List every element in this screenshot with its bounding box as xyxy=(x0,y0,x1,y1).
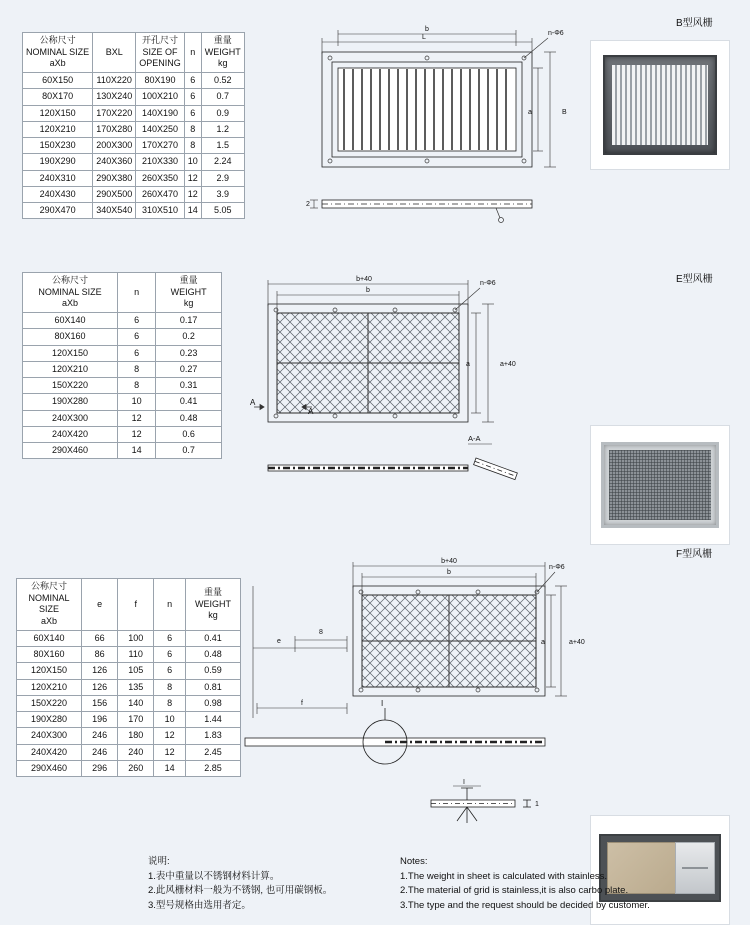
table-row xyxy=(17,760,241,776)
dim-1: 1 xyxy=(535,801,539,808)
section-title-aa: A-A xyxy=(468,434,481,443)
cell: 0.48 xyxy=(186,647,241,663)
cell: 6 xyxy=(154,630,186,646)
cell: 6 xyxy=(118,329,156,345)
dim-a40: a+40 xyxy=(500,361,516,368)
notes-english xyxy=(400,855,650,914)
cell: 1.2 xyxy=(201,121,244,137)
cell: 6 xyxy=(184,73,201,89)
notes-cn-line: 2.此风栅材料一般为不锈钢, 也可用碳钢板。 xyxy=(148,885,333,897)
table-header-row xyxy=(23,33,245,73)
notes-cn-line: 3.型号规格由选用者定。 xyxy=(148,900,251,912)
table-row xyxy=(17,679,241,695)
cell: 14 xyxy=(118,443,156,459)
table-f-type-body xyxy=(17,630,241,776)
cell: 260 xyxy=(118,760,154,776)
notes-en-title: Notes: xyxy=(400,856,428,867)
table-row xyxy=(23,121,245,137)
table-f-type xyxy=(16,578,241,777)
table-row xyxy=(17,728,241,744)
cell: 14 xyxy=(184,203,201,219)
cell: 8 xyxy=(154,695,186,711)
cell: 12 xyxy=(118,426,156,442)
cell: 0.23 xyxy=(156,345,222,361)
cell: 3.9 xyxy=(201,186,244,202)
cell: 126 xyxy=(82,663,118,679)
cell: 66 xyxy=(82,630,118,646)
table-header-row xyxy=(23,273,222,313)
col-f: f xyxy=(118,579,154,631)
cell: 12 xyxy=(184,186,201,202)
dim-thickness: 2 xyxy=(306,201,310,208)
cell: 5.05 xyxy=(201,203,244,219)
cell: 0.59 xyxy=(186,663,241,679)
dim-b: b xyxy=(447,569,451,576)
cell: 110 xyxy=(118,647,154,663)
cell: 6 xyxy=(154,663,186,679)
cell: 10 xyxy=(118,394,156,410)
dim-n-phi6: n-Φ6 xyxy=(480,280,496,287)
dim-n-phi6: n-Φ6 xyxy=(548,30,564,37)
table-row xyxy=(23,443,222,459)
notes-en-line: 2.The material of grid is stainless,it is also carbo plate. xyxy=(400,885,629,897)
cell: 1.44 xyxy=(186,712,241,728)
table-b-type-body xyxy=(23,73,245,219)
cell: 2.45 xyxy=(186,744,241,760)
cell: 0.9 xyxy=(201,105,244,121)
cell: 170X280 xyxy=(93,121,136,137)
cell: 110X220 xyxy=(93,73,136,89)
cell: 296 xyxy=(82,760,118,776)
dim-L: L xyxy=(422,34,426,41)
mesh-body xyxy=(601,442,719,528)
cell: 6 xyxy=(154,647,186,663)
cell: 0.7 xyxy=(156,443,222,459)
cell: 6 xyxy=(118,313,156,329)
dim-e: e xyxy=(277,638,281,645)
cell: 120X210 xyxy=(23,121,93,137)
col-n: n xyxy=(184,33,201,73)
dim-f: f xyxy=(301,700,303,707)
louver-body xyxy=(603,55,717,155)
cell: 150X230 xyxy=(23,138,93,154)
table-row xyxy=(23,105,245,121)
cell: 0.6 xyxy=(156,426,222,442)
drawing-f-type xyxy=(235,548,585,848)
cell: 260X470 xyxy=(136,186,185,202)
cell: 2.85 xyxy=(186,760,241,776)
notes-chinese xyxy=(148,855,332,914)
notes-en-line: 3.The type and the request should be decided by customer. xyxy=(400,900,650,912)
table-row xyxy=(23,313,222,329)
cell: 290X500 xyxy=(93,186,136,202)
notes-cn-title: 说明: xyxy=(148,856,170,867)
table-row xyxy=(17,695,241,711)
cell: 210X330 xyxy=(136,154,185,170)
cell: 140X190 xyxy=(136,105,185,121)
col-weight: 重量 WEIGHT kg xyxy=(201,33,244,73)
cell: 190X280 xyxy=(23,394,118,410)
photo-b-type xyxy=(590,40,730,170)
cell: 0.52 xyxy=(201,73,244,89)
table-row xyxy=(23,394,222,410)
cell: 6 xyxy=(184,105,201,121)
cell: 80X160 xyxy=(23,329,118,345)
col-size-of-opening: 开孔尺寸 SIZE OF OPENING xyxy=(136,33,185,73)
cell: 170X270 xyxy=(136,138,185,154)
dim-a40: a+40 xyxy=(569,639,585,646)
table-row xyxy=(17,630,241,646)
table-row xyxy=(23,186,245,202)
cell: 120X210 xyxy=(17,679,82,695)
dim-a: a xyxy=(541,639,545,646)
cell: 1.5 xyxy=(201,138,244,154)
table-row xyxy=(23,89,245,105)
cell: 80X170 xyxy=(23,89,93,105)
cell: 240X300 xyxy=(17,728,82,744)
photo-title-e-type: E型风栅 xyxy=(676,274,713,285)
dim-b: b xyxy=(366,287,370,294)
table-e-type-wrapper xyxy=(22,272,222,459)
table-row xyxy=(17,712,241,728)
cell: 170X220 xyxy=(93,105,136,121)
table-row xyxy=(17,647,241,663)
cell: 60X150 xyxy=(23,73,93,89)
table-row xyxy=(23,154,245,170)
cell: 8 xyxy=(154,679,186,695)
cell: 0.7 xyxy=(201,89,244,105)
col-n: n xyxy=(118,273,156,313)
table-row xyxy=(23,426,222,442)
section-mark-a-right: A xyxy=(308,407,314,416)
cell: 246 xyxy=(82,744,118,760)
cell: 0.98 xyxy=(186,695,241,711)
cell: 60X140 xyxy=(23,313,118,329)
cell: 240X360 xyxy=(93,154,136,170)
cell: 140X250 xyxy=(136,121,185,137)
cell: 130X240 xyxy=(93,89,136,105)
dim-b: b xyxy=(425,26,429,33)
cell: 8 xyxy=(118,378,156,394)
dim-b40: b+40 xyxy=(441,558,457,565)
table-row xyxy=(23,170,245,186)
cell: 0.17 xyxy=(156,313,222,329)
cell: 0.41 xyxy=(186,630,241,646)
cell: 240X420 xyxy=(23,426,118,442)
table-e-type xyxy=(22,272,222,459)
col-nominal-size: 公称尺寸 NOMINAL SIZE aXb xyxy=(17,579,82,631)
cell: 196 xyxy=(82,712,118,728)
table-row xyxy=(23,138,245,154)
table-b-type-wrapper xyxy=(22,32,287,219)
cell: 150X220 xyxy=(23,378,118,394)
cell: 140 xyxy=(118,695,154,711)
cell: 135 xyxy=(118,679,154,695)
cell: 12 xyxy=(184,170,201,186)
col-weight: 重量 WEIGHT kg xyxy=(156,273,222,313)
section-mark-i: I xyxy=(381,699,384,708)
cell: 6 xyxy=(184,89,201,105)
photo-title-b-type: B型风栅 xyxy=(676,18,713,29)
cell: 0.27 xyxy=(156,361,222,377)
col-weight: 重量 WEIGHT kg xyxy=(186,579,241,631)
cell: 240 xyxy=(118,744,154,760)
col-bxl: BXL xyxy=(93,33,136,73)
cell: 240X310 xyxy=(23,170,93,186)
table-row xyxy=(17,744,241,760)
cell: 6 xyxy=(118,345,156,361)
table-row xyxy=(23,361,222,377)
cell: 120X150 xyxy=(17,663,82,679)
cell: 120X150 xyxy=(23,105,93,121)
cell: 290X460 xyxy=(17,760,82,776)
detail-mark-i: I xyxy=(463,779,465,786)
cell: 100X210 xyxy=(136,89,185,105)
cell: 190X280 xyxy=(17,712,82,728)
cell: 100 xyxy=(118,630,154,646)
louver-slats xyxy=(612,65,708,145)
cell: 8 xyxy=(118,361,156,377)
drawing-e-type xyxy=(240,262,540,507)
cell: 0.2 xyxy=(156,329,222,345)
cell: 170 xyxy=(118,712,154,728)
cell: 200X300 xyxy=(93,138,136,154)
cell: 86 xyxy=(82,647,118,663)
cell: 290X460 xyxy=(23,443,118,459)
col-nominal-size: 公称尺寸 NOMINAL SIZE aXb xyxy=(23,33,93,73)
cell: 180 xyxy=(118,728,154,744)
cell: 8 xyxy=(184,138,201,154)
table-row xyxy=(17,663,241,679)
cell: 12 xyxy=(154,728,186,744)
cell: 310X510 xyxy=(136,203,185,219)
cell: 0.41 xyxy=(156,394,222,410)
cell: 14 xyxy=(154,760,186,776)
dim-a: a xyxy=(466,361,470,368)
cell: 240X420 xyxy=(17,744,82,760)
cell: 0.48 xyxy=(156,410,222,426)
cell: 190X290 xyxy=(23,154,93,170)
notes-cn-line: 1.表中重量以不锈钢材料计算。 xyxy=(148,870,280,882)
table-header-row xyxy=(17,579,241,631)
table-row xyxy=(23,345,222,361)
dim-B: B xyxy=(562,109,567,116)
cell: 120X210 xyxy=(23,361,118,377)
cell: 246 xyxy=(82,728,118,744)
cell: 150X220 xyxy=(17,695,82,711)
section-mark-a-left: A xyxy=(250,398,256,407)
cell: 105 xyxy=(118,663,154,679)
table-row xyxy=(23,378,222,394)
cell: 0.81 xyxy=(186,679,241,695)
cell: 120X150 xyxy=(23,345,118,361)
slide-plate xyxy=(675,842,715,894)
dim-8: 8 xyxy=(319,629,323,636)
drawing-b-type xyxy=(300,22,580,227)
cell: 0.31 xyxy=(156,378,222,394)
mesh-weave xyxy=(609,450,711,520)
cell: 12 xyxy=(154,744,186,760)
cell: 240X300 xyxy=(23,410,118,426)
table-b-type xyxy=(22,32,245,219)
table-row xyxy=(23,410,222,426)
cell: 1.83 xyxy=(186,728,241,744)
photo-e-type xyxy=(590,425,730,545)
col-nominal-size: 公称尺寸 NOMINAL SIZE aXb xyxy=(23,273,118,313)
cell: 2.24 xyxy=(201,154,244,170)
cell: 80X190 xyxy=(136,73,185,89)
table-row xyxy=(23,73,245,89)
dim-b40: b+40 xyxy=(356,276,372,283)
col-e: e xyxy=(82,579,118,631)
cell: 240X430 xyxy=(23,186,93,202)
table-f-type-wrapper xyxy=(16,578,241,777)
col-n: n xyxy=(154,579,186,631)
dim-n-phi6: n-Φ6 xyxy=(549,564,565,571)
cell: 80X160 xyxy=(17,647,82,663)
table-row xyxy=(23,329,222,345)
cell: 10 xyxy=(184,154,201,170)
cell: 12 xyxy=(118,410,156,426)
cell: 126 xyxy=(82,679,118,695)
table-row xyxy=(23,203,245,219)
photo-title-f-type: F型风栅 xyxy=(676,549,713,560)
notes-en-line: 1.The weight in sheet is calculated with stainless. xyxy=(400,870,607,882)
table-e-type-body xyxy=(23,313,222,459)
cell: 8 xyxy=(184,121,201,137)
cell: 290X380 xyxy=(93,170,136,186)
cell: 60X140 xyxy=(17,630,82,646)
cell: 290X470 xyxy=(23,203,93,219)
cell: 340X540 xyxy=(93,203,136,219)
cell: 260X350 xyxy=(136,170,185,186)
cell: 2.9 xyxy=(201,170,244,186)
dim-a: a xyxy=(528,109,532,116)
cell: 156 xyxy=(82,695,118,711)
cell: 10 xyxy=(154,712,186,728)
